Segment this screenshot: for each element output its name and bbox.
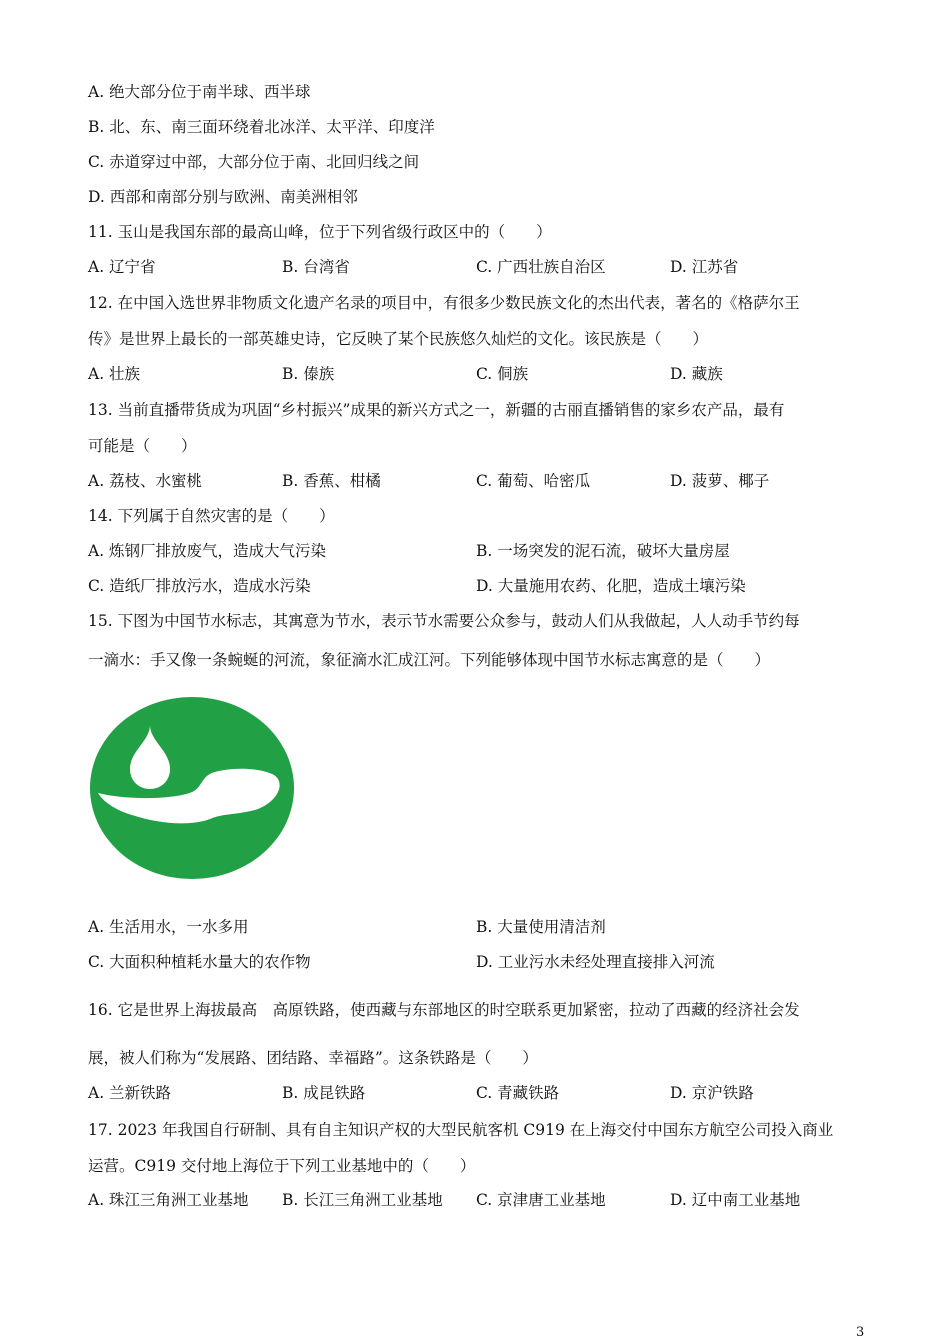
q14-option-c: C. 造纸厂排放污水，造成水污染: [88, 577, 311, 595]
q17-option-b: B. 长江三角洲工业基地: [282, 1191, 443, 1209]
q13-option-a: A. 荔枝、水蜜桃: [88, 472, 203, 490]
q15-option-d: D. 工业污水未经处理直接排入河流: [476, 953, 715, 971]
q16-option-b: B. 成昆铁路: [282, 1084, 366, 1102]
q16-option-a: A. 兰新铁路: [88, 1084, 172, 1102]
q11-option-b: B. 台湾省: [282, 258, 350, 276]
q13-option-d: D. 菠萝、椰子: [670, 472, 770, 490]
q13-stem-line1: 13. 当前直播带货成为巩固“乡村振兴”成果的新兴方式之一，新疆的古丽直播销售的家乡农产品，最有: [88, 401, 785, 419]
water-saving-logo: [90, 697, 294, 879]
q13-stem-line2: 可能是（ ）: [88, 437, 197, 455]
q12-option-d: D. 藏族: [670, 365, 723, 383]
q16-stem-line1: 16. 它是世界上海拔最高 高原铁路，使西藏与东部地区的时空联系更加紧密，拉动了西藏的经济社会发: [88, 1001, 800, 1019]
q15-stem-line2: 一滴水：手又像一条蜿蜒的河流，象征滴水汇成江河。下列能够体现中国节水标志寓意的是（ ）: [88, 651, 771, 669]
q10-option-c: C. 赤道穿过中部，大部分位于南、北回归线之间: [88, 153, 420, 171]
q14-option-b: B. 一场突发的泥石流，破坏大量房屋: [476, 542, 730, 560]
q16-option-c: C. 青藏铁路: [476, 1084, 560, 1102]
q17-option-d: D. 辽中南工业基地: [670, 1191, 801, 1209]
q14-stem: 14. 下列属于自然灾害的是（ ）: [88, 507, 335, 525]
q15-option-a: A. 生活用水，一水多用: [88, 918, 249, 936]
q15-stem-line1: 15. 下图为中国节水标志，其寓意为节水，表示节水需要公众参与，鼓动人们从我做起，人人动手节约每: [88, 612, 800, 630]
q10-option-a: A. 绝大部分位于南半球、西半球: [88, 83, 311, 101]
q14-option-a: A. 炼钢厂排放废气，造成大气污染: [88, 542, 327, 560]
q12-option-a: A. 壮族: [88, 365, 141, 383]
q11-stem: 11. 玉山是我国东部的最高山峰，位于下列省级行政区中的（ ）: [88, 223, 552, 241]
q10-option-b: B. 北、东、南三面环绕着北冰洋、太平洋、印度洋: [88, 118, 435, 136]
q17-option-a: A. 珠江三角洲工业基地: [88, 1191, 249, 1209]
q12-stem-line2: 传》是世界上最长的一部英雄史诗，它反映了某个民族悠久灿烂的文化。该民族是（ ）: [88, 330, 709, 348]
q11-option-c: C. 广西壮族自治区: [476, 258, 606, 276]
page-number: 3: [856, 1325, 865, 1340]
q13-option-c: C. 葡萄、哈密瓜: [476, 472, 591, 490]
q12-option-c: C. 侗族: [476, 365, 529, 383]
q13-option-b: B. 香蕉、柑橘: [282, 472, 381, 490]
q12-stem-line1: 12. 在中国入选世界非物质文化遗产名录的项目中，有很多少数民族文化的杰出代表，著名的《格萨尔王: [88, 294, 800, 312]
q17-stem-line2: 运营。C919 交付地上海位于下列工业基地中的（ ）: [88, 1157, 476, 1175]
q17-stem-line1: 17. 2023 年我国自行研制、具有自主知识产权的大型民航客机 C919 在上海交付中国东方航空公司投入商业: [88, 1121, 834, 1139]
q10-option-d: D. 西部和南部分别与欧洲、南美洲相邻: [88, 188, 358, 206]
q16-option-d: D. 京沪铁路: [670, 1084, 754, 1102]
q15-option-b: B. 大量使用清洁剂: [476, 918, 606, 936]
q16-stem-line2: 展，被人们称为“发展路、团结路、幸福路”。这条铁路是（ ）: [88, 1049, 538, 1067]
q14-option-d: D. 大量施用农药、化肥，造成土壤污染: [476, 577, 746, 595]
q15-option-c: C. 大面积种植耗水量大的农作物: [88, 953, 311, 971]
q17-option-c: C. 京津唐工业基地: [476, 1191, 606, 1209]
q11-option-d: D. 江苏省: [670, 258, 739, 276]
q12-option-b: B. 傣族: [282, 365, 335, 383]
q11-option-a: A. 辽宁省: [88, 258, 156, 276]
